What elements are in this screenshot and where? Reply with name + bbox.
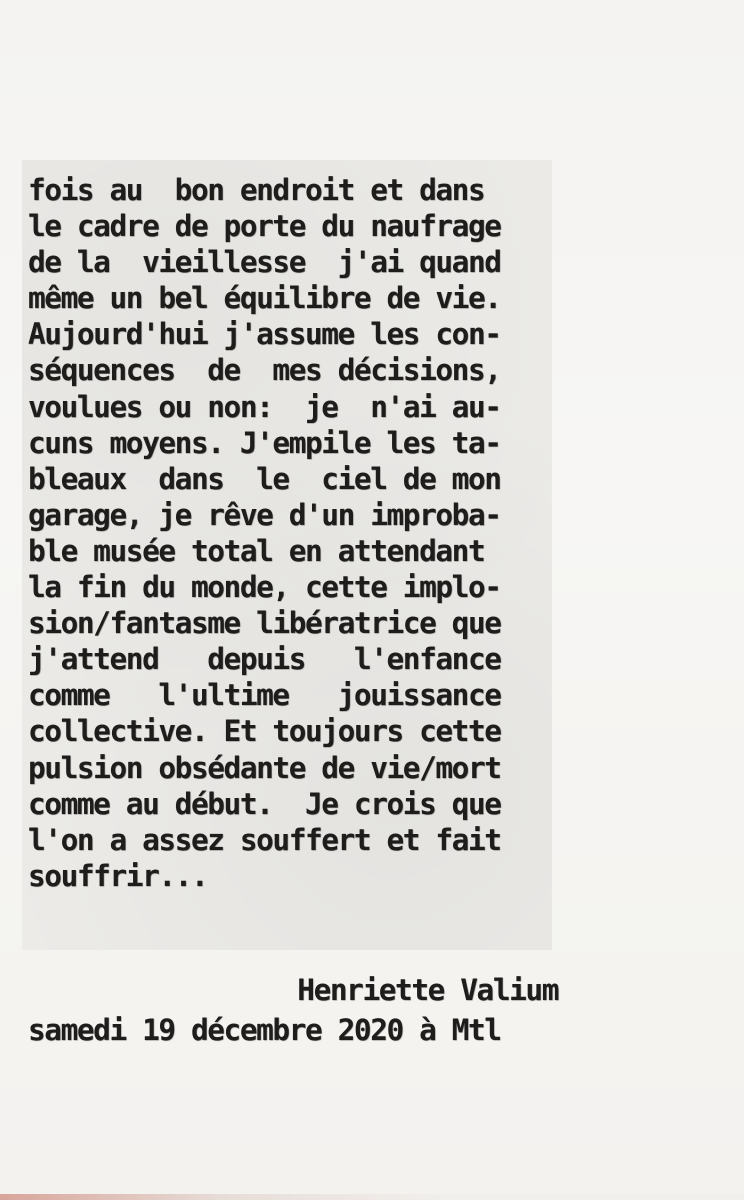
text-line: cuns moyens. J'empile les ta- xyxy=(28,425,501,460)
text-line: comme l'ultime jouissance xyxy=(28,678,501,713)
text-line: voulues ou non: je n'ai au- xyxy=(28,389,501,424)
text-line: j'attend depuis l'enfance xyxy=(28,642,501,677)
text-line: sion/fantasme libératrice que xyxy=(28,606,501,641)
signature-block xyxy=(28,970,558,1050)
text-line: collective. Et toujours cette xyxy=(28,714,501,749)
text-line: Aujourd'hui j'assume les con- xyxy=(28,317,501,352)
text-line: comme au début. Je crois que xyxy=(28,786,501,821)
text-line: de la vieillesse j'ai quand xyxy=(28,245,501,280)
text-line: ble musée total en attendant xyxy=(28,533,485,568)
page-edge xyxy=(0,1194,744,1200)
text-line: l'on a assez souffert et fait xyxy=(28,822,501,857)
text-line: bleaux dans le ciel de mon xyxy=(28,461,501,496)
text-line: fois au bon endroit et dans xyxy=(28,173,485,207)
text-line: souffrir... xyxy=(28,858,208,893)
text-line: garage, je rêve d'un improba- xyxy=(28,497,501,532)
text-line: le cadre de porte du naufrage xyxy=(28,209,501,244)
typewritten-text xyxy=(28,172,568,894)
signature-date: samedi 19 décembre 2020 à Mtl xyxy=(28,1013,501,1047)
text-line: pulsion obsédante de vie/mort xyxy=(28,750,501,785)
text-line: même un bel équilibre de vie. xyxy=(28,281,501,316)
text-line: la fin du monde, cette implo- xyxy=(28,570,501,605)
author-name: Henriette Valium xyxy=(297,973,558,1007)
text-line: séquences de mes décisions, xyxy=(28,353,501,388)
